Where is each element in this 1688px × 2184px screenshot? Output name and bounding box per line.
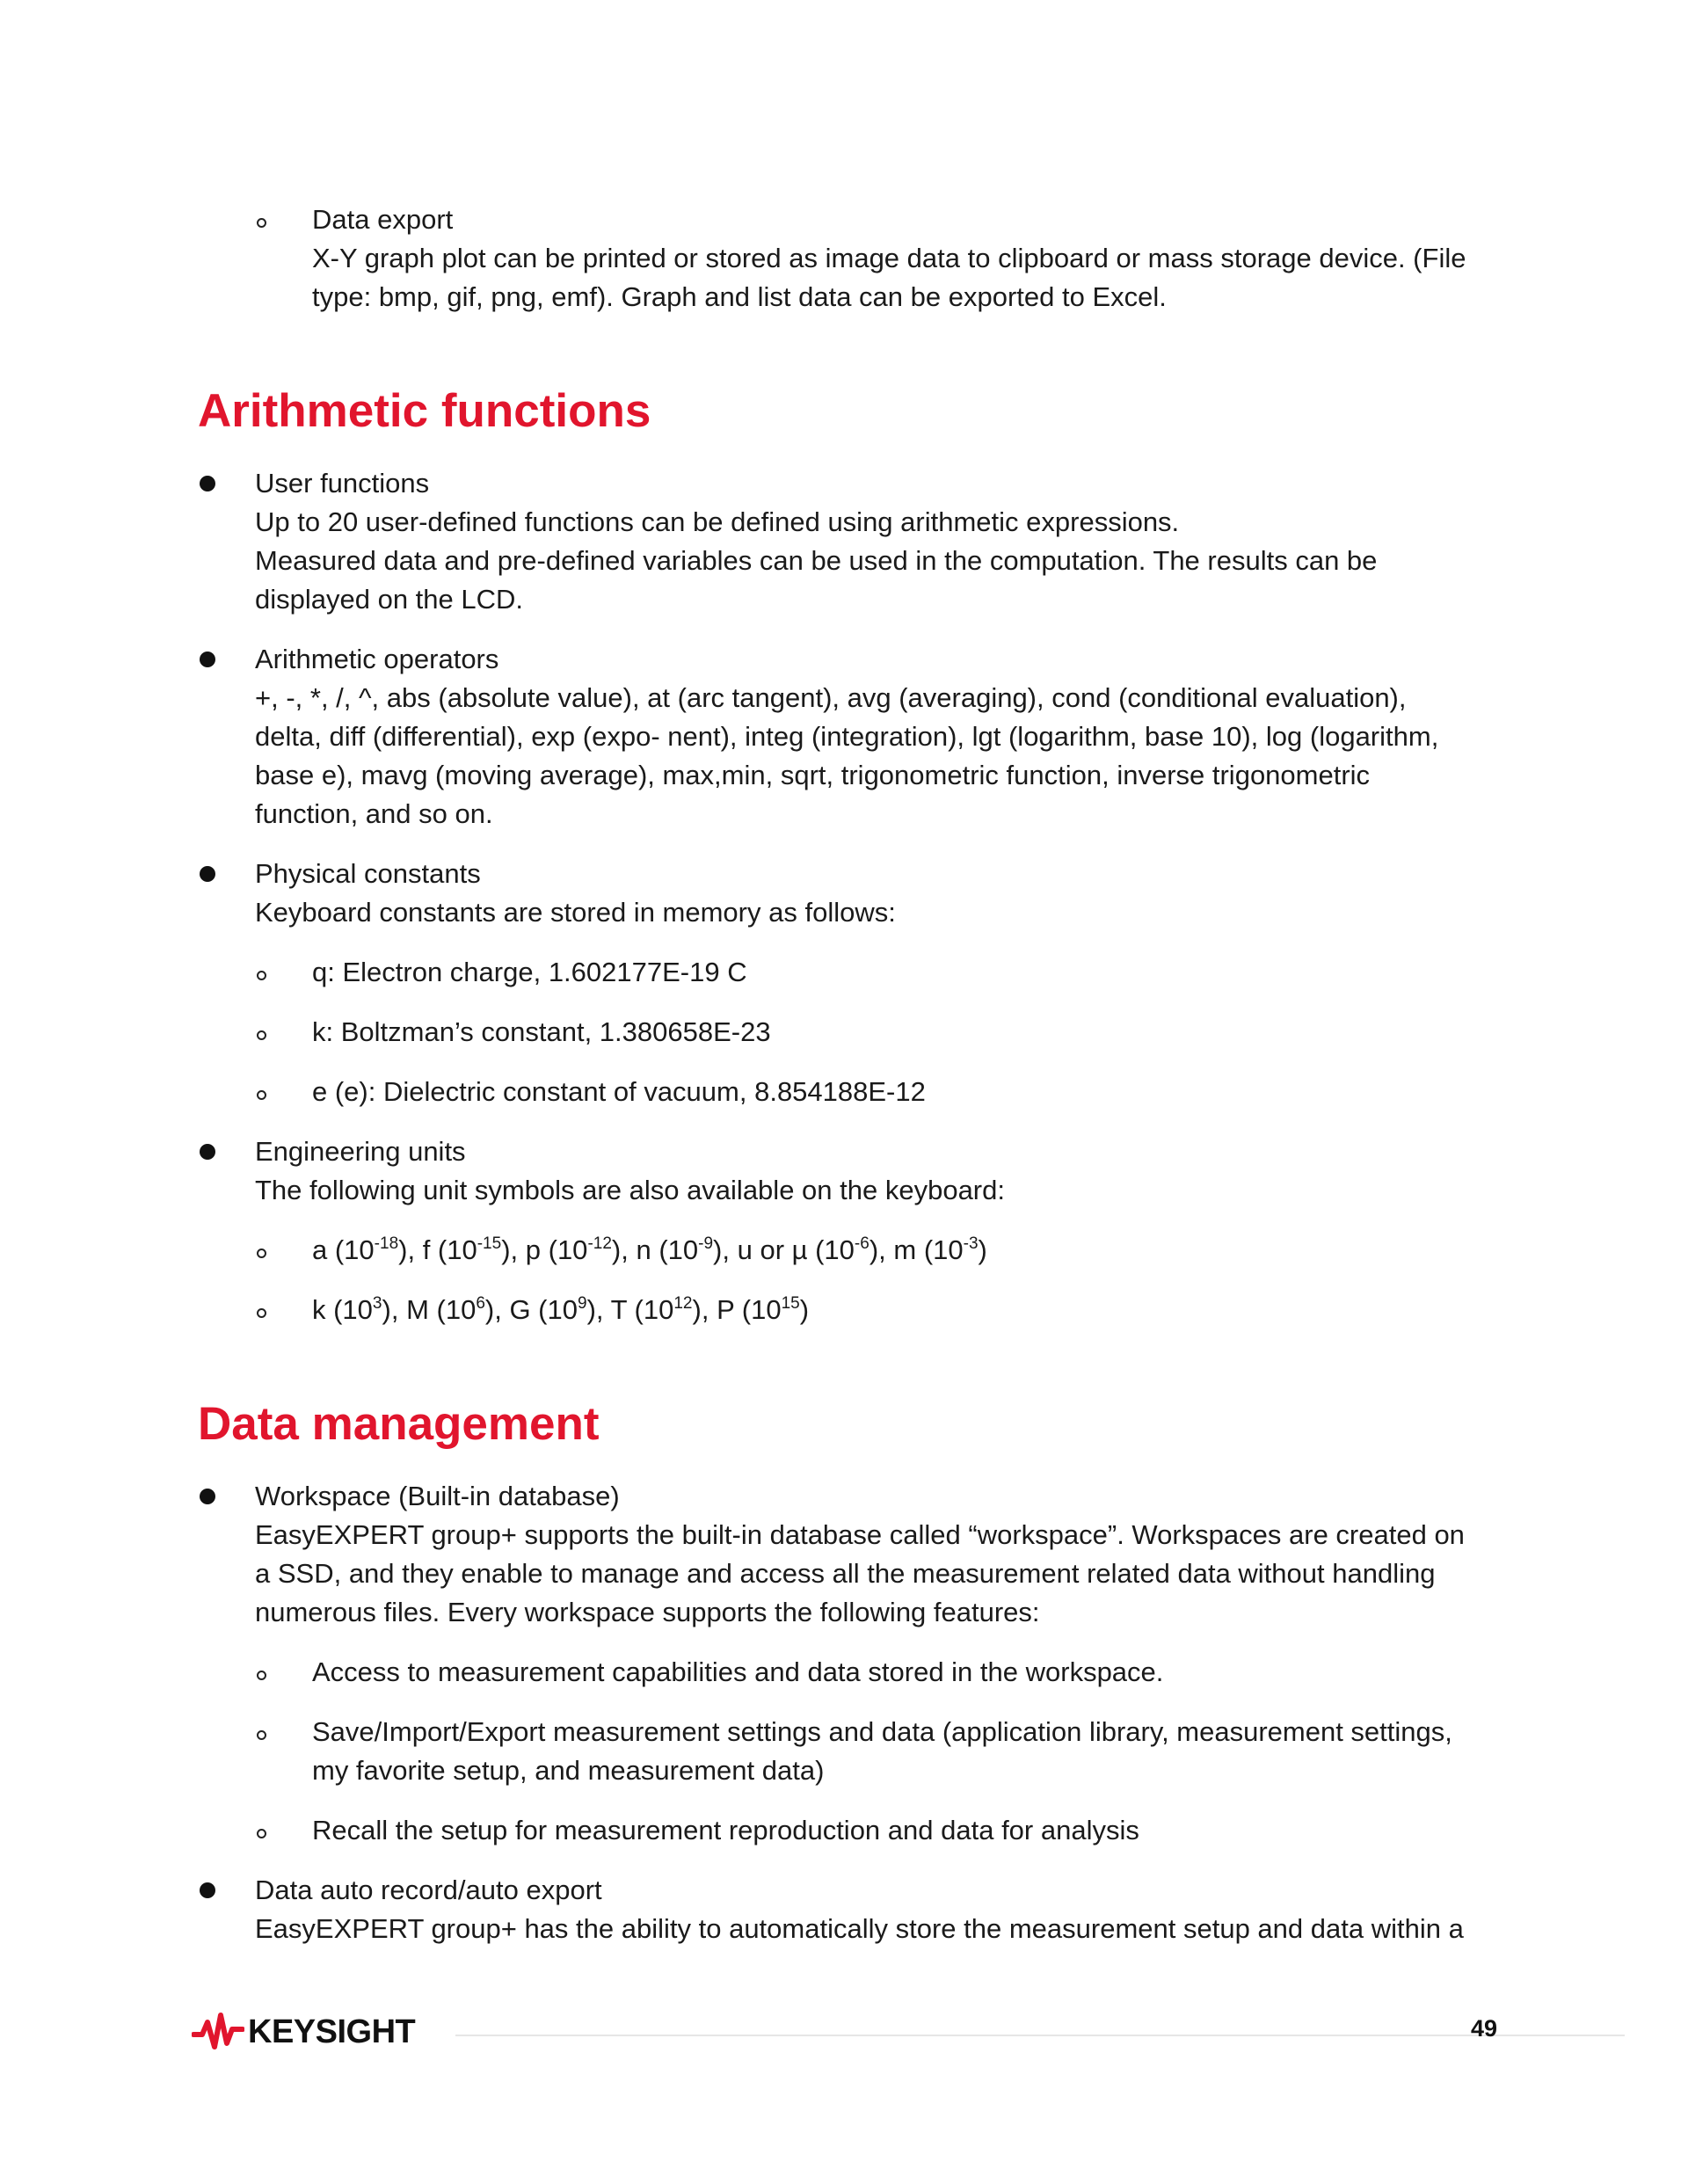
item-text-line: type: bmp, gif, png, emf). Graph and list data can be exported to Excel. — [312, 281, 1167, 312]
disc-bullet-icon — [200, 1144, 215, 1160]
circle-bullet-icon — [257, 1308, 266, 1318]
list-subitem-constant — [198, 1073, 1499, 1111]
unit-exponent: -18 — [374, 1234, 399, 1253]
page-content — [198, 200, 1499, 1969]
subitem-text: Access to measurement capabilities and data stored in the workspace. — [312, 1656, 1164, 1687]
list-subitem-constant — [198, 953, 1499, 992]
item-text-line: EasyEXPERT group+ has the ability to automatically store the measurement setup and data within a — [255, 1913, 1464, 1944]
list-item-engineering-units — [198, 1132, 1499, 1210]
unit-exponent: -9 — [698, 1234, 714, 1253]
subitem-text: q: Electron charge, 1.602177E-19 C — [312, 957, 747, 987]
item-text-line: delta, diff (differential), exp (expo- nent), integ (integration), lgt (logarithm, base 10), log (logarithm, — [255, 721, 1439, 752]
unit-prefix-list: k $(10^3)$, M $(10^6)$, G $(10^9)$, T $(10^{12})$, P $(10^{15})$ — [312, 1294, 810, 1325]
subitem-text: Recall the setup for measurement reproduction and data for analysis — [312, 1815, 1139, 1845]
circle-bullet-icon — [257, 1249, 266, 1258]
keysight-wave-icon — [192, 2012, 244, 2052]
footer-divider — [455, 2035, 1625, 2036]
circle-bullet-icon — [257, 1030, 266, 1040]
item-title: Arithmetic operators — [255, 644, 499, 674]
disc-bullet-icon — [200, 1489, 215, 1504]
list-subitem-constant — [198, 1013, 1499, 1052]
disc-bullet-icon — [200, 866, 215, 882]
list-subitem-large-units — [198, 1291, 1499, 1329]
unit-exponent: -6 — [854, 1234, 869, 1253]
unit-label: f (10 — [422, 1234, 477, 1265]
list-subitem-small-units — [198, 1231, 1499, 1270]
item-title: Workspace (Built-in database) — [255, 1481, 620, 1511]
item-text-line: Up to 20 user-defined functions can be defined using arithmetic expressions. — [255, 506, 1180, 537]
unit-label: T (10 — [610, 1294, 674, 1325]
logo-wordmark: KEYSIGHT — [248, 2013, 416, 2050]
section-heading-arithmetic: Arithmetic functions — [198, 385, 651, 437]
subitem-text: e (e): Dielectric constant of vacuum, 8.854188E-12 — [312, 1076, 926, 1107]
list-item-physical-constants — [198, 855, 1499, 932]
item-title: User functions — [255, 468, 430, 499]
circle-bullet-icon — [257, 1671, 266, 1680]
item-text-line: X-Y graph plot can be printed or stored as image data to clipboard or mass storage device. (File — [312, 243, 1466, 273]
unit-label: n (10 — [636, 1234, 699, 1265]
circle-bullet-icon — [257, 1829, 266, 1838]
list-item-data-export — [198, 200, 1499, 317]
item-title: Physical constants — [255, 858, 481, 889]
unit-exponent: 15 — [781, 1294, 800, 1313]
circle-bullet-icon — [257, 1090, 266, 1100]
unit-exponent: -15 — [477, 1234, 502, 1253]
list-subitem-workspace-feature — [198, 1713, 1499, 1790]
unit-label: p (10 — [525, 1234, 588, 1265]
unit-label: m (10 — [893, 1234, 964, 1265]
unit-exponent: 12 — [673, 1294, 693, 1313]
item-text-line: displayed on the LCD. — [255, 584, 524, 615]
subitem-text: my favorite setup, and measurement data) — [312, 1755, 825, 1786]
item-text-line: Measured data and pre-defined variables can be used in the computation. The results can be — [255, 545, 1378, 576]
unit-label: P (10 — [717, 1294, 782, 1325]
circle-bullet-icon — [257, 971, 266, 980]
disc-bullet-icon — [200, 1882, 215, 1898]
unit-label: k (10 — [312, 1294, 373, 1325]
item-text-line: numerous files. Every workspace supports the following features: — [255, 1597, 1040, 1627]
item-title: Data export — [312, 204, 454, 235]
list-item-workspace — [198, 1477, 1499, 1632]
subitem-text: k: Boltzman’s constant, 1.380658E-23 — [312, 1016, 771, 1047]
unit-label: u or µ (10 — [737, 1234, 855, 1265]
list-item-auto-record — [198, 1871, 1499, 1948]
list-subitem-workspace-feature — [198, 1811, 1499, 1850]
unit-exponent: 3 — [372, 1294, 382, 1313]
unit-label: M (10 — [406, 1294, 477, 1325]
subitem-text: Save/Import/Export measurement settings and data (application library, measurement settings, — [312, 1716, 1452, 1747]
item-text-line: base e), mavg (moving average), max,min, sqrt, trigonometric function, inverse trigonometric — [255, 760, 1371, 790]
circle-bullet-icon — [257, 218, 266, 228]
unit-exponent: 6 — [476, 1294, 485, 1313]
item-text-line: Keyboard constants are stored in memory as follows: — [255, 897, 896, 928]
item-text-line: function, and so on. — [255, 798, 493, 829]
disc-bullet-icon — [200, 652, 215, 667]
item-text-line: +, -, *, /, ^, abs (absolute value), at (arc tangent), avg (averaging), cond (conditional evaluation), — [255, 682, 1407, 713]
item-text-line: The following unit symbols are also available on the keyboard: — [255, 1175, 1005, 1205]
item-title: Engineering units — [255, 1136, 466, 1167]
disc-bullet-icon — [200, 476, 215, 491]
unit-exponent: -12 — [587, 1234, 612, 1253]
item-title: Data auto record/auto export — [255, 1875, 602, 1905]
unit-prefix-list: a $(10^{-18})$, f $(10^{-15})$, p $(10^{-12})$, n $(10^{-9})$, u or µ $(10^{-6})$, m $(10^{-3})$ — [312, 1234, 987, 1265]
list-subitem-workspace-feature — [198, 1653, 1499, 1692]
item-text-line: EasyEXPERT group+ supports the built-in database called “workspace”. Workspaces are created on — [255, 1519, 1465, 1550]
keysight-logo — [192, 2010, 415, 2054]
unit-label: G (10 — [509, 1294, 578, 1325]
circle-bullet-icon — [257, 1730, 266, 1740]
unit-label: a (10 — [312, 1234, 375, 1265]
page-footer — [192, 2003, 1510, 2064]
item-text-line: a SSD, and they enable to manage and access all the measurement related data without handling — [255, 1558, 1436, 1589]
page-number: 49 — [1471, 2015, 1498, 2042]
unit-exponent: -3 — [963, 1234, 979, 1253]
list-item-arithmetic-operators — [198, 640, 1499, 834]
unit-exponent: 9 — [577, 1294, 587, 1313]
list-item-user-functions — [198, 464, 1499, 619]
section-heading-data-management: Data management — [198, 1398, 600, 1450]
